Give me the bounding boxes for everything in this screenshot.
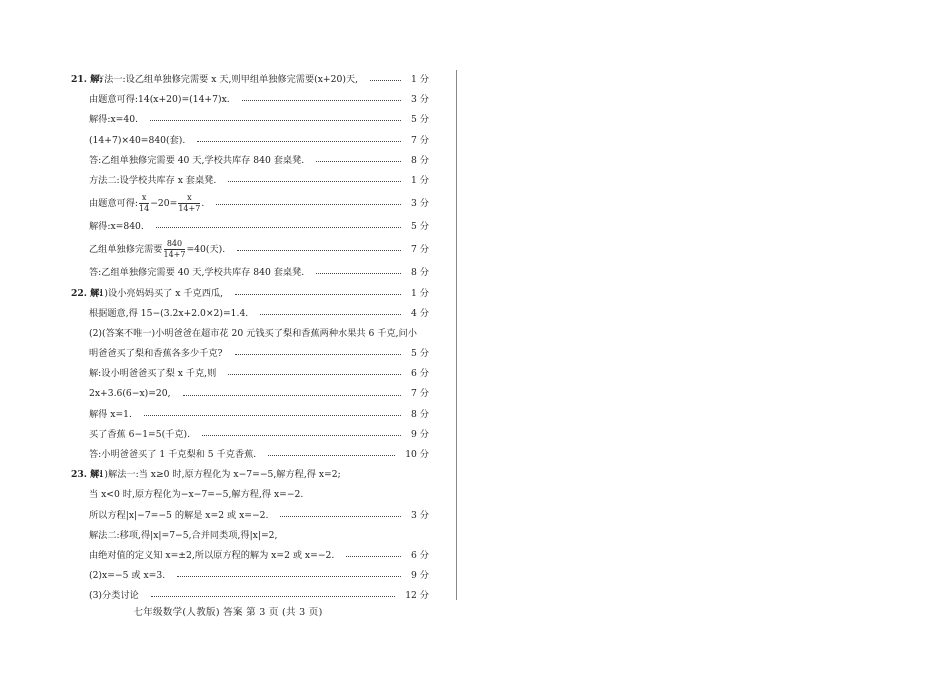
answer-text-content: 买了香蕉 6−1=5(千克). [89,428,191,440]
leader-dots [150,120,401,121]
answer-text-content: 所以方程|x|−7=−5 的解是 x=2 或 x=−2. [89,509,269,521]
answer-text [89,90,230,110]
answer-text-content: 解得:x=840. [89,221,144,233]
score-value: 7 分 [411,244,429,256]
fraction-numerator: x [139,194,149,204]
answer-text-content: 根据题意,得 15−(3.2x+2.0×2)=1.4. [89,307,249,319]
fraction [139,194,149,213]
score-value: 9 分 [411,428,429,440]
answer-text [89,324,417,344]
answer-line [64,546,429,566]
score-value: 3 分 [411,509,429,521]
leader-dots [228,181,401,182]
leader-dots [260,314,401,315]
answer-text [89,566,165,586]
score-value: 12 分 [405,590,429,602]
answer-line [64,364,429,384]
answer-text-content: 解:设小明爸爸买了梨 x 千克,则 [89,368,217,380]
answer-text [89,304,248,324]
leader-dots [346,556,401,557]
answer-text-content: 答:乙组单独修完需要 40 天,学校共库存 840 套桌凳. [89,154,305,166]
answer-text [89,191,204,217]
answer-line [64,485,429,505]
fraction-numerator: 840 [164,240,186,250]
answer-text-content: 明爸爸买了梨和香蕉各多少千克? [89,348,223,360]
score-value: 6 分 [411,549,429,561]
score-value: 3 分 [411,94,429,106]
answer-line [64,405,429,425]
answer-line [64,110,429,130]
answer-line [64,324,429,344]
score-value: 8 分 [411,267,429,279]
answer-line [64,237,429,263]
answer-text-content: (1)解法一:当 x≥0 时,原方程化为 x−7=−5,解方程,得 x=2; [95,469,341,481]
leader-dots [280,516,401,517]
leader-dots [237,250,401,251]
page-footer: 七年级数学(人教版) 答案 第 3 页 (共 3 页) [133,607,323,618]
answer-line [64,344,429,364]
answer-line [64,506,429,526]
answer-line [64,526,429,546]
answer-text [89,405,132,425]
score-value: 5 分 [411,114,429,126]
question-label: 23. 解: [71,469,103,481]
answer-text [89,131,185,151]
score-value: 5 分 [411,348,429,360]
answer-text-content: (2)x=−5 或 x=3. [89,570,166,582]
score-value: 5 分 [411,221,429,233]
answer-line [64,70,429,90]
answer-line [64,217,429,237]
answer-text-content: (1)设小亮妈妈买了 x 千克西瓜, [95,287,224,299]
answer-text-content: 答:乙组单独修完需要 40 天,学校共库存 840 套桌凳. [89,267,305,279]
score-value: 1 分 [411,74,429,85]
fraction-denominator: 14+7 [163,250,186,260]
score-value: 8 分 [411,408,429,420]
fraction-denominator: 14+7 [178,204,201,214]
answer-content [64,70,429,607]
leader-dots [151,596,395,597]
leader-dots [370,80,401,81]
answer-text-content: (3)分类讨论 [89,590,139,602]
answer-text-content: −20= [150,198,178,210]
leader-dots [316,273,401,274]
answer-text-content: 由绝对值的定义知 x=±2,所以原方程的解为 x=2 或 x=−2. [89,549,335,561]
answer-line [64,90,429,110]
leader-dots [235,294,401,295]
answer-text-content: 方法一:设乙组单独修完需要 x 天,则甲组单独修完需要(x+20)天, [95,74,359,85]
answer-text-content: (2)(答案不唯一)小明爸爸在超市花 20 元钱买了梨和香蕉两种水果共 6 千克,问小 [89,327,417,339]
score-value: 1 分 [411,287,429,299]
answer-line [64,304,429,324]
answer-text-content: 当 x<0 时,原方程化为−x−7=−5,解方程,得 x=−2. [89,489,304,501]
question-label: 22. 解: [71,287,103,299]
answer-text [95,284,223,304]
fraction [178,194,200,213]
leader-dots [216,204,401,205]
score-value: 8 分 [411,154,429,166]
answer-line [64,171,429,191]
answer-line [64,384,429,404]
answer-text [89,217,144,237]
score-value: 7 分 [411,134,429,146]
answer-text [89,526,277,546]
leader-dots [228,374,401,375]
answer-line [64,131,429,151]
answer-text [89,445,256,465]
answer-text-content: 解得 x=1. [89,408,132,420]
fraction-denominator: 14 [139,204,150,214]
leader-dots [177,576,401,577]
answer-line [64,284,429,304]
answer-text-content: 解得:x=40. [89,114,138,126]
answer-text [89,263,304,283]
answer-text-content: 方法二:设学校共库存 x 套桌凳. [89,174,217,186]
answer-line [64,425,429,445]
answer-line [64,263,429,283]
answer-line [64,191,429,217]
answer-text-content: 由题意可得: [89,198,139,210]
leader-dots [202,435,401,436]
answer-text [89,171,216,191]
answer-text-content: (14+7)×40=840(套). [89,134,186,146]
leader-dots [268,455,395,456]
answer-text [89,506,268,526]
answer-line [64,465,429,485]
answer-text [95,465,341,485]
answer-text [89,546,334,566]
answer-text [89,384,171,404]
answer-text-content: 由题意可得:14(x+20)=(14+7)x. [89,94,230,106]
column-divider [456,70,457,600]
answer-text [89,485,303,505]
question-label: 21. 解: [71,74,103,85]
score-value: 10 分 [405,449,429,460]
answer-text-content: . [201,198,205,210]
leader-dots [235,354,401,355]
leader-dots [197,141,401,142]
answer-text [89,425,190,445]
leader-dots [144,415,401,416]
answer-text-content: 解法二:移项,得|x|=7−5,合并同类项,得|x|=2, [89,529,278,541]
answer-text-content: 2x+3.6(6−x)=20, [89,388,171,400]
answer-text [89,237,225,263]
leader-dots [183,395,401,396]
score-value: 6 分 [411,368,429,380]
answer-text [89,364,216,384]
score-value: 4 分 [411,307,429,319]
score-value: 3 分 [411,198,429,210]
score-value: 7 分 [411,388,429,400]
answer-text [89,110,138,130]
answer-line [64,445,429,465]
answer-line [64,151,429,171]
answer-text-content: 答:小明爸爸买了 1 千克梨和 5 千克香蕉. [89,449,257,460]
answer-text [89,151,304,171]
leader-dots [316,161,401,162]
answer-text [95,70,358,90]
answer-line [64,566,429,586]
fraction-numerator: x [178,194,200,204]
answer-text [89,344,223,364]
score-value: 1 分 [411,174,429,186]
answer-text-content: 乙组单独修完需要 [89,244,163,256]
leader-dots [156,227,401,228]
leader-dots [242,100,401,101]
fraction [164,240,186,259]
score-value: 9 分 [411,570,429,582]
answer-text-content: =40(天). [186,244,226,256]
